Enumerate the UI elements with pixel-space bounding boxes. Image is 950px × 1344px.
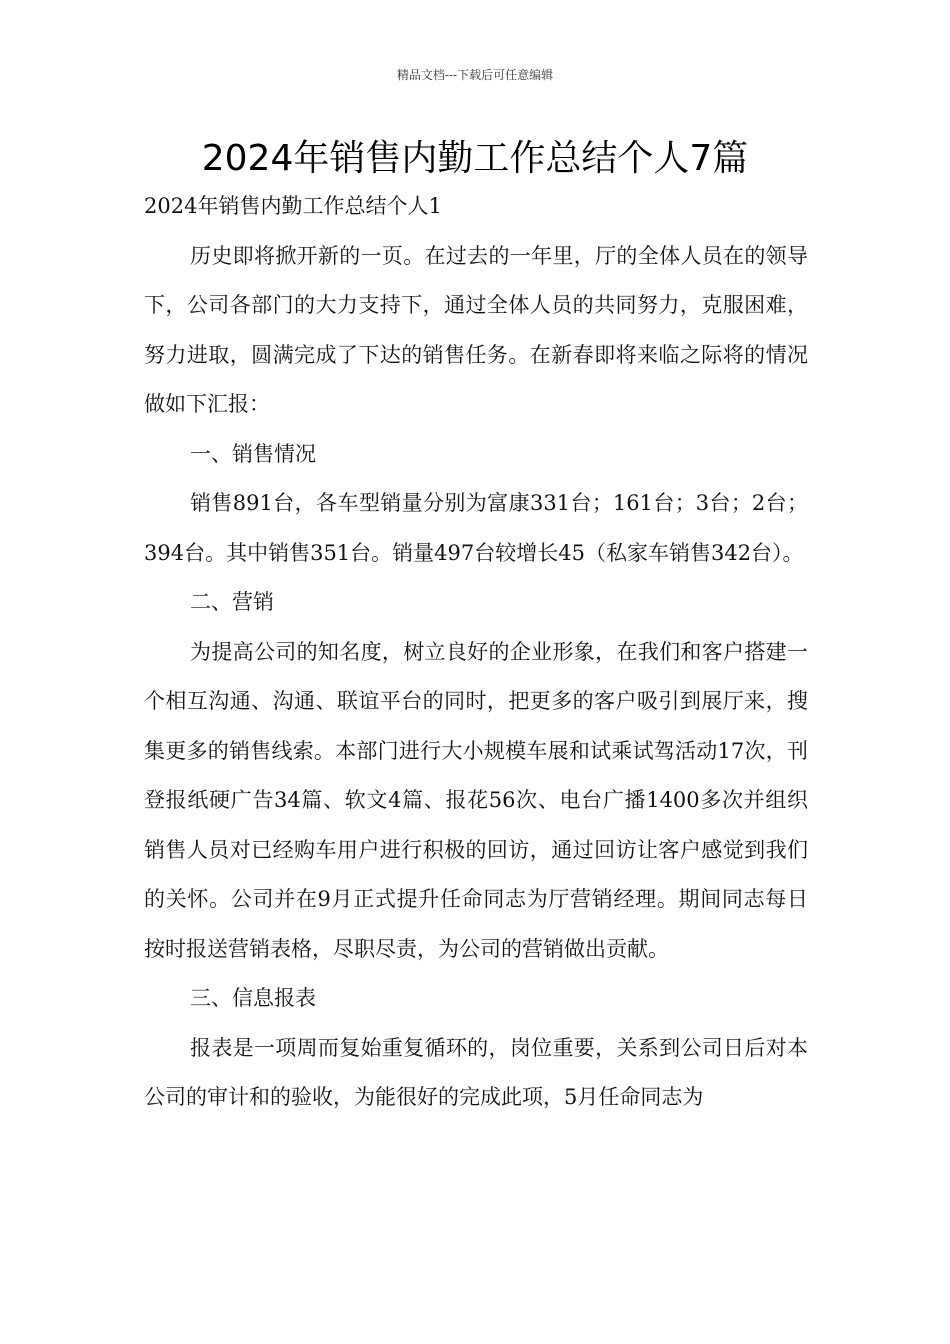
paragraph-sales: 销售891台，各车型销量分别为富康331台；161台；3台；2台；394台。其中销售351台。销量497台较增长45（私家车销售342台）。	[144, 491, 808, 565]
paragraph-intro: 历史即将掀开新的一页。在过去的一年里，厅的全体人员在的领导下，公司各部门的大力支持下，通过全体人员的共同努力，克服困难，努力进取，圆满完成了下达的销售任务。在新春即将来临之际将的情况做如下汇报：	[144, 243, 808, 416]
document-body	[144, 182, 808, 1123]
section-heading-reports: 三、信息报表	[190, 986, 316, 1010]
document-title: 2024年销售内勤工作总结个人7篇	[201, 138, 749, 179]
section-heading-sales: 一、销售情况	[190, 441, 316, 466]
paragraph-reports: 报表是一项周而复始重复循环的，岗位重要，关系到公司日后对本公司的审计和的验收，为能很好的完成此项，5月任命同志为	[144, 1035, 808, 1109]
section-heading-marketing: 二、营销	[190, 590, 274, 614]
page-header-note: 精品文档---下载后可任意编辑	[396, 68, 554, 82]
document-subtitle: 2024年销售内勤工作总结个人1	[144, 194, 442, 218]
paragraph-marketing: 为提高公司的知名度，树立良好的企业形象，在我们和客户搭建一个相互沟通、沟通、联谊平台的同时，把更多的客户吸引到展厅来，搜集更多的销售线索。本部门进行大小规模车展和试乘试驾活动17次，刊登报纸硬广告34篇、软文4篇、报花56次、电台广播1400多次并组织销售人员对已经购车用户进行积极的回访，通过回访让客户感觉到我们的关怀。公司并在9月正式提升任命同志为厅营销经理。期间同志每日按时报送营销表格，尽职尽责，为公司的营销做出贡献。	[144, 639, 808, 961]
